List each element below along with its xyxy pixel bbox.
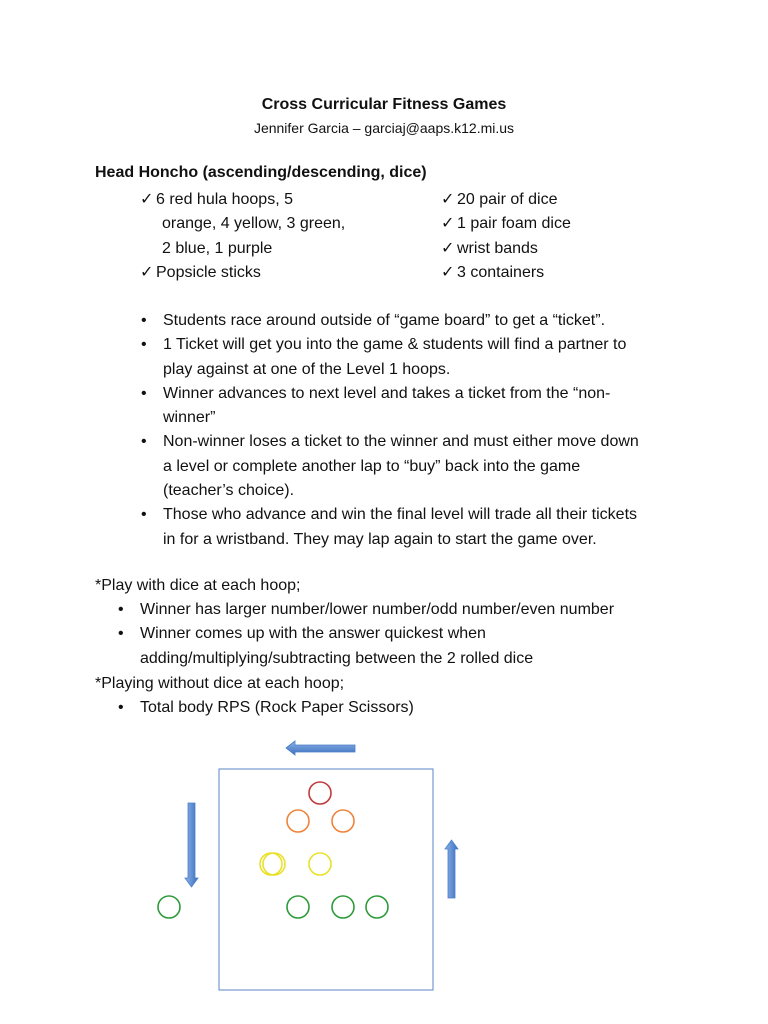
checkmark-icon: ✓ bbox=[140, 191, 154, 208]
list-item-line: Those who advance and win the final level will trade all their tickets bbox=[163, 506, 638, 524]
material-item bbox=[140, 261, 345, 285]
list-item-line: (teacher’s choice). bbox=[163, 482, 295, 500]
list-item bbox=[141, 382, 703, 431]
list-item-line: a level or complete another lap to “buy” back into the game bbox=[163, 457, 581, 475]
bullet-icon: • bbox=[118, 625, 124, 643]
bullet-icon: • bbox=[141, 312, 147, 329]
list-item bbox=[118, 622, 614, 671]
list-item bbox=[141, 309, 703, 333]
no-dice-rules-list bbox=[118, 696, 414, 720]
material-text: 3 containers bbox=[457, 263, 545, 281]
material-item bbox=[140, 212, 345, 236]
list-item-line: in for a wristband. They may lap again to start the game over. bbox=[163, 530, 597, 548]
material-text: orange, 4 yellow, 3 green, bbox=[162, 215, 346, 233]
rules-list bbox=[141, 309, 703, 552]
game-board-diagram bbox=[150, 735, 480, 995]
list-item bbox=[141, 333, 703, 382]
list-item-line: 1 Ticket will get you into the game & students will find a partner to bbox=[163, 336, 627, 354]
dice-rules-list bbox=[118, 598, 615, 671]
red-hula-hoop bbox=[309, 782, 331, 804]
material-text: 6 red hula hoops, 5 bbox=[156, 191, 293, 208]
material-item bbox=[441, 188, 571, 212]
list-item bbox=[118, 598, 615, 622]
list-item bbox=[118, 696, 414, 720]
no-dice-heading: *Playing without dice at each hoop; bbox=[95, 675, 345, 692]
down-arrow-icon bbox=[185, 803, 198, 887]
bullet-icon: • bbox=[141, 384, 147, 402]
list-item-line: play against at one of the Level 1 hoops. bbox=[163, 360, 451, 378]
material-text: 2 blue, 1 purple bbox=[162, 239, 273, 257]
up-arrow-icon bbox=[445, 840, 458, 898]
materials-list-right bbox=[441, 188, 571, 285]
yellow-hula-hoop bbox=[309, 853, 331, 875]
material-item bbox=[441, 237, 571, 261]
list-item-line: Non-winner loses a ticket to the winner and must either move down bbox=[163, 433, 639, 451]
material-item bbox=[140, 188, 345, 212]
checkmark-icon: ✓ bbox=[441, 215, 455, 233]
orange-hula-hoop bbox=[332, 810, 354, 832]
bullet-icon: • bbox=[118, 699, 124, 716]
orange-hula-hoop bbox=[287, 810, 309, 832]
material-item bbox=[140, 237, 345, 261]
materials-list-left bbox=[140, 188, 345, 285]
section-title: Head Honcho (ascending/descending, dice) bbox=[95, 164, 427, 181]
material-text: wrist bands bbox=[457, 239, 538, 257]
list-item-line: Total body RPS (Rock Paper Scissors) bbox=[140, 699, 414, 716]
author-line: Jennifer Garcia – garciaj@aaps.k12.mi.us bbox=[253, 120, 515, 136]
bullet-icon: • bbox=[118, 601, 124, 618]
list-item bbox=[141, 503, 703, 552]
list-item-line: winner” bbox=[163, 409, 216, 427]
list-item bbox=[141, 430, 703, 503]
bullet-icon: • bbox=[141, 336, 147, 354]
checkmark-icon: ✓ bbox=[140, 263, 154, 281]
document-title: Cross Curricular Fitness Games bbox=[261, 96, 507, 113]
material-item bbox=[441, 212, 571, 236]
list-item-line: Winner advances to next level and takes a ticket from the “non- bbox=[163, 384, 611, 402]
checkmark-icon: ✓ bbox=[441, 263, 455, 281]
material-text: 20 pair of dice bbox=[457, 191, 558, 208]
checkmark-icon: ✓ bbox=[441, 191, 455, 208]
list-item-line: Winner has larger number/lower number/odd number/even number bbox=[140, 601, 615, 618]
green-hula-hoop bbox=[287, 896, 309, 918]
list-item-line: adding/multiplying/subtracting between the 2 rolled dice bbox=[140, 649, 534, 667]
bullet-icon: • bbox=[141, 506, 147, 524]
left-arrow-icon bbox=[286, 741, 355, 755]
list-item-line: Winner comes up with the answer quickest when bbox=[140, 625, 486, 643]
material-item bbox=[441, 261, 571, 285]
green-hula-hoop bbox=[366, 896, 388, 918]
dice-heading: *Play with dice at each hoop; bbox=[95, 577, 301, 594]
checkmark-icon: ✓ bbox=[441, 239, 455, 257]
list-item-line: Students race around outside of “game board” to get a “ticket”. bbox=[163, 312, 606, 329]
material-text: Popsicle sticks bbox=[156, 263, 261, 281]
green-hula-hoop bbox=[332, 896, 354, 918]
bullet-icon: • bbox=[141, 433, 147, 451]
outside-hula-hoop bbox=[158, 896, 180, 918]
material-text: 1 pair foam dice bbox=[457, 215, 571, 233]
